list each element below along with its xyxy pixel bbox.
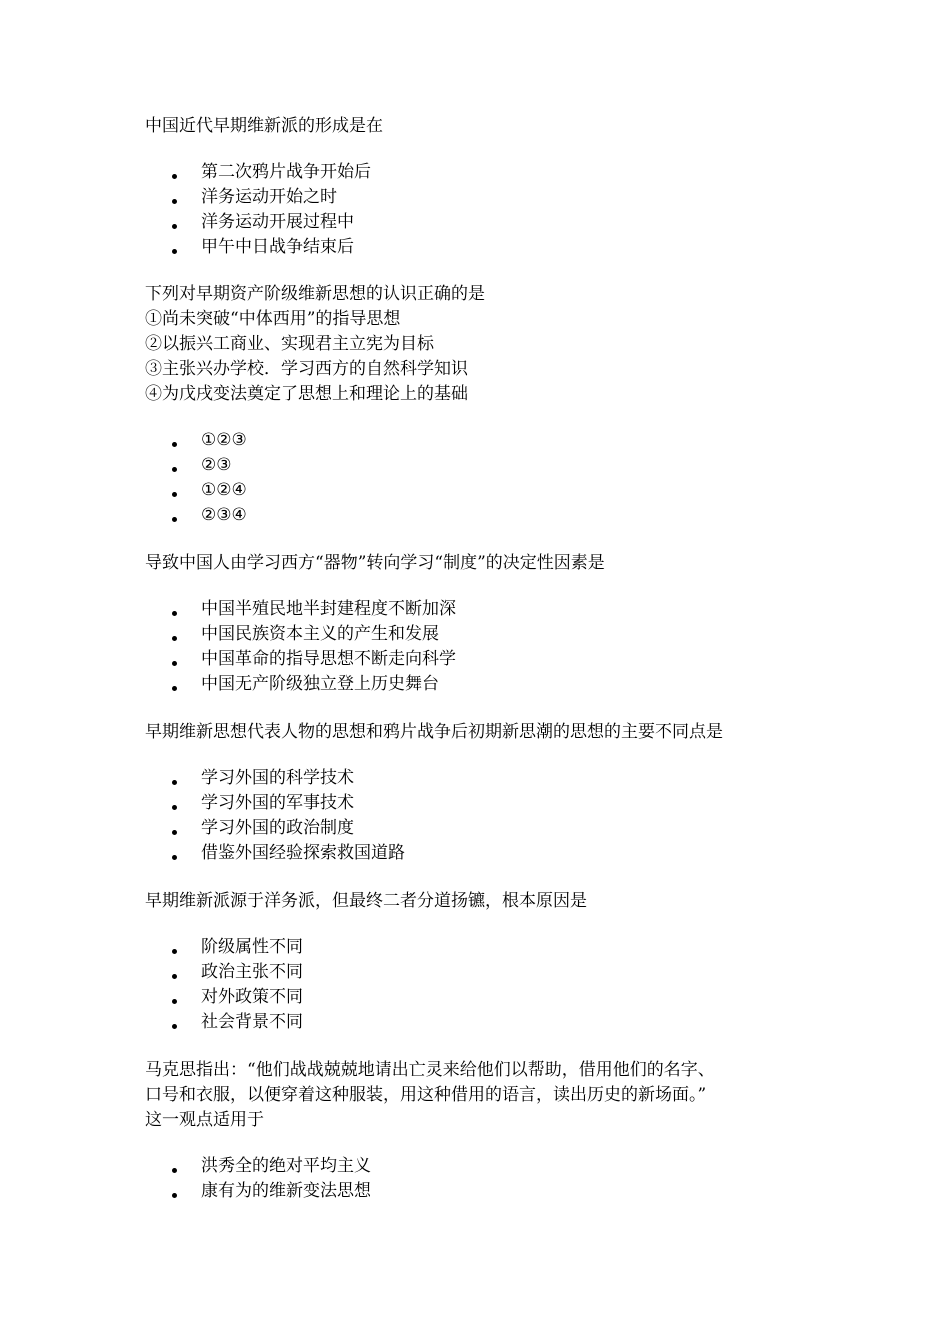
- option-item: [145, 1154, 825, 1179]
- bullet-icon: [172, 974, 177, 979]
- option-text: ②③④: [201, 505, 247, 525]
- option-text: 学习外国的政治制度: [201, 818, 354, 838]
- bullet-icon: [172, 1168, 177, 1173]
- bullet-icon: [172, 492, 177, 497]
- options-list: [145, 160, 825, 260]
- option-item: [145, 960, 825, 985]
- option-text: 中国民族资本主义的产生和发展: [201, 624, 439, 644]
- option-item: [145, 1179, 825, 1204]
- question-stem: 中国近代早期维新派的形成是在: [145, 116, 383, 136]
- option-item: [145, 235, 825, 260]
- options-list: [145, 766, 825, 866]
- bullet-icon: [172, 517, 177, 522]
- question-6: [145, 1058, 825, 1204]
- bullet-icon: [172, 1193, 177, 1198]
- bullet-icon: [172, 199, 177, 204]
- bullet-icon: [172, 249, 177, 254]
- bullet-icon: [172, 467, 177, 472]
- option-item: [145, 935, 825, 960]
- question-stem: 马克思指出：“他们战战兢兢地请出亡灵来给他们以帮助，借用他们的名字、 口号和衣服，以便穿着这种服装，用这种借用的语言，读出历史的新场面。” 这一观点适用于: [145, 1060, 715, 1130]
- option-text: 中国革命的指导思想不断走向科学: [201, 649, 456, 669]
- option-text: 中国半殖民地半封建程度不断加深: [201, 599, 456, 619]
- bullet-icon: [172, 442, 177, 447]
- option-text: 康有为的维新变法思想: [201, 1181, 371, 1201]
- question-stem: 导致中国人由学习西方“器物”转向学习“制度”的决定性因素是: [145, 553, 605, 573]
- option-item: [145, 503, 825, 528]
- option-text: 借鉴外国经验探索救国道路: [201, 843, 405, 863]
- bullet-icon: [172, 1024, 177, 1029]
- question-5: [145, 889, 825, 1035]
- options-list: [145, 1154, 825, 1204]
- options-list: [145, 597, 825, 697]
- option-item: [145, 766, 825, 791]
- option-item: [145, 647, 825, 672]
- question-stem: 下列对早期资产阶级维新思想的认识正确的是 ①尚未突破“中体西用”的指导思想 ②以振兴工商业、实现君主立宪为目标 ③主张兴办学校．学习西方的自然科学知识 ④为戊戌变法奠定了思想上和理论上的基础: [145, 284, 485, 404]
- bullet-icon: [172, 661, 177, 666]
- option-item: [145, 428, 825, 453]
- question-stem: 早期维新派源于洋务派，但最终二者分道扬镳，根本原因是: [145, 891, 587, 911]
- option-text: 社会背景不同: [201, 1012, 303, 1032]
- option-item: [145, 791, 825, 816]
- option-item: [145, 1010, 825, 1035]
- option-item: [145, 672, 825, 697]
- bullet-icon: [172, 805, 177, 810]
- option-item: [145, 185, 825, 210]
- question-4: [145, 720, 825, 866]
- option-text: 甲午中日战争结束后: [201, 237, 354, 257]
- option-text: 学习外国的军事技术: [201, 793, 354, 813]
- option-item: [145, 985, 825, 1010]
- options-list: [145, 935, 825, 1035]
- option-item: [145, 478, 825, 503]
- question-1: [145, 114, 825, 260]
- option-item: [145, 453, 825, 478]
- bullet-icon: [172, 999, 177, 1004]
- option-text: 洋务运动开展过程中: [201, 212, 354, 232]
- option-item: [145, 210, 825, 235]
- question-2: [145, 282, 825, 528]
- options-list: [145, 428, 825, 528]
- option-text: 中国无产阶级独立登上历史舞台: [201, 674, 439, 694]
- question-stem: 早期维新思想代表人物的思想和鸦片战争后初期新思潮的思想的主要不同点是: [145, 722, 723, 742]
- option-text: 政治主张不同: [201, 962, 303, 982]
- option-text: 对外政策不同: [201, 987, 303, 1007]
- bullet-icon: [172, 611, 177, 616]
- option-text: 学习外国的科学技术: [201, 768, 354, 788]
- bullet-icon: [172, 174, 177, 179]
- bullet-icon: [172, 949, 177, 954]
- bullet-icon: [172, 830, 177, 835]
- question-3: [145, 551, 825, 697]
- option-item: [145, 160, 825, 185]
- option-text: 第二次鸦片战争开始后: [201, 162, 371, 182]
- bullet-icon: [172, 636, 177, 641]
- option-text: 阶级属性不同: [201, 937, 303, 957]
- option-text: ①②③: [201, 430, 247, 450]
- option-text: 洪秀全的绝对平均主义: [201, 1156, 371, 1176]
- option-text: ②③: [201, 455, 232, 475]
- bullet-icon: [172, 855, 177, 860]
- bullet-icon: [172, 224, 177, 229]
- option-item: [145, 841, 825, 866]
- option-item: [145, 816, 825, 841]
- option-item: [145, 622, 825, 647]
- bullet-icon: [172, 686, 177, 691]
- option-text: ①②④: [201, 480, 247, 500]
- option-item: [145, 597, 825, 622]
- bullet-icon: [172, 780, 177, 785]
- option-text: 洋务运动开始之时: [201, 187, 337, 207]
